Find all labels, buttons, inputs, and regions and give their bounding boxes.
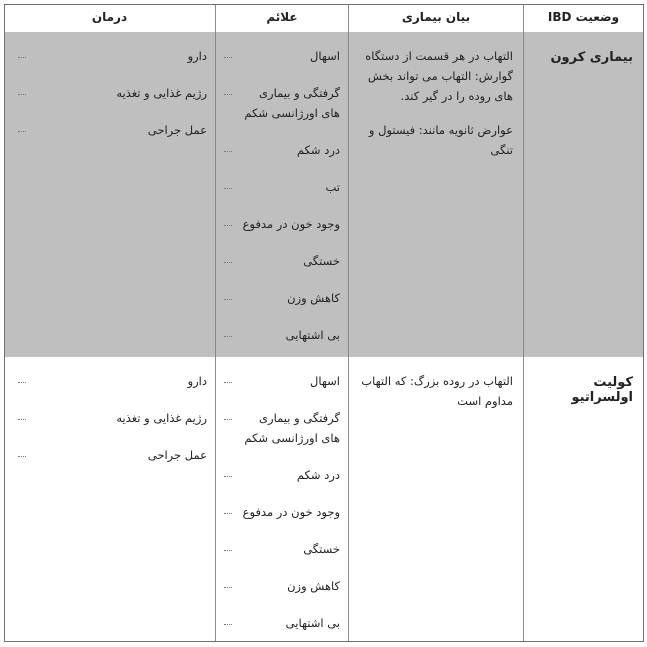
treatment-list xyxy=(4,32,215,140)
ibd-table xyxy=(4,4,644,642)
list-item: اسهال xyxy=(224,46,340,66)
symptoms-list xyxy=(216,32,348,345)
list-item: عمل جراحی xyxy=(18,120,207,140)
list-item: گرفتگی و بیماری های اورژانسی شکم xyxy=(224,83,340,123)
table-row-crohn xyxy=(5,32,643,358)
symptoms-cell xyxy=(215,32,348,357)
list-item: درد شکم xyxy=(224,465,340,485)
symptoms-list xyxy=(216,357,348,633)
list-item: درد شکم xyxy=(224,140,340,160)
list-item: دارو xyxy=(18,371,207,391)
description-cell xyxy=(348,357,523,641)
symptoms-cell xyxy=(215,357,348,641)
description-cell xyxy=(348,32,523,357)
list-item: وجود خون در مدفوع xyxy=(224,214,340,234)
description-text: عوارض ثانویه مانند: فیستول و تنگی xyxy=(368,123,513,157)
table-row-ulcerative-colitis xyxy=(5,357,643,641)
list-item: تب xyxy=(224,177,340,197)
treatment-list xyxy=(4,357,215,465)
list-item: اسهال xyxy=(224,371,340,391)
treatment-cell xyxy=(4,32,215,357)
list-item: کاهش وزن xyxy=(224,288,340,308)
header-state: وضعیت IBD xyxy=(523,5,643,32)
list-item: عمل جراحی xyxy=(18,445,207,465)
table-header-row xyxy=(5,5,643,33)
list-item: خستگی xyxy=(224,251,340,271)
description-text: التهاب در هر قسمت از دستگاه گوارش: التهاب می تواند بخش های روده را در گیر کند. xyxy=(365,49,513,103)
list-item: بی اشتهایی xyxy=(224,325,340,345)
header-description: بیان بیماری xyxy=(348,5,523,32)
list-item: خستگی xyxy=(224,539,340,559)
list-item: کاهش وزن xyxy=(224,576,340,596)
header-symptoms: علائم xyxy=(215,5,348,32)
description-text: التهاب در روده بزرگ: که التهاب مداوم است xyxy=(361,374,513,408)
state-cell: بیماری کرون xyxy=(523,32,643,357)
header-treatment: درمان xyxy=(91,10,128,24)
list-item: بی اشتهایی xyxy=(224,613,340,633)
list-item: گرفتگی و بیماری های اورژانسی شکم xyxy=(224,408,340,448)
list-item: دارو xyxy=(18,46,207,66)
state-cell: کولیت اولسراتیو xyxy=(523,357,643,641)
list-item: وجود خون در مدفوع xyxy=(224,502,340,522)
list-item: رژیم غذایی و تغذیه xyxy=(18,408,207,428)
treatment-cell xyxy=(4,357,215,641)
list-item: رژیم غذایی و تغذیه xyxy=(18,83,207,103)
